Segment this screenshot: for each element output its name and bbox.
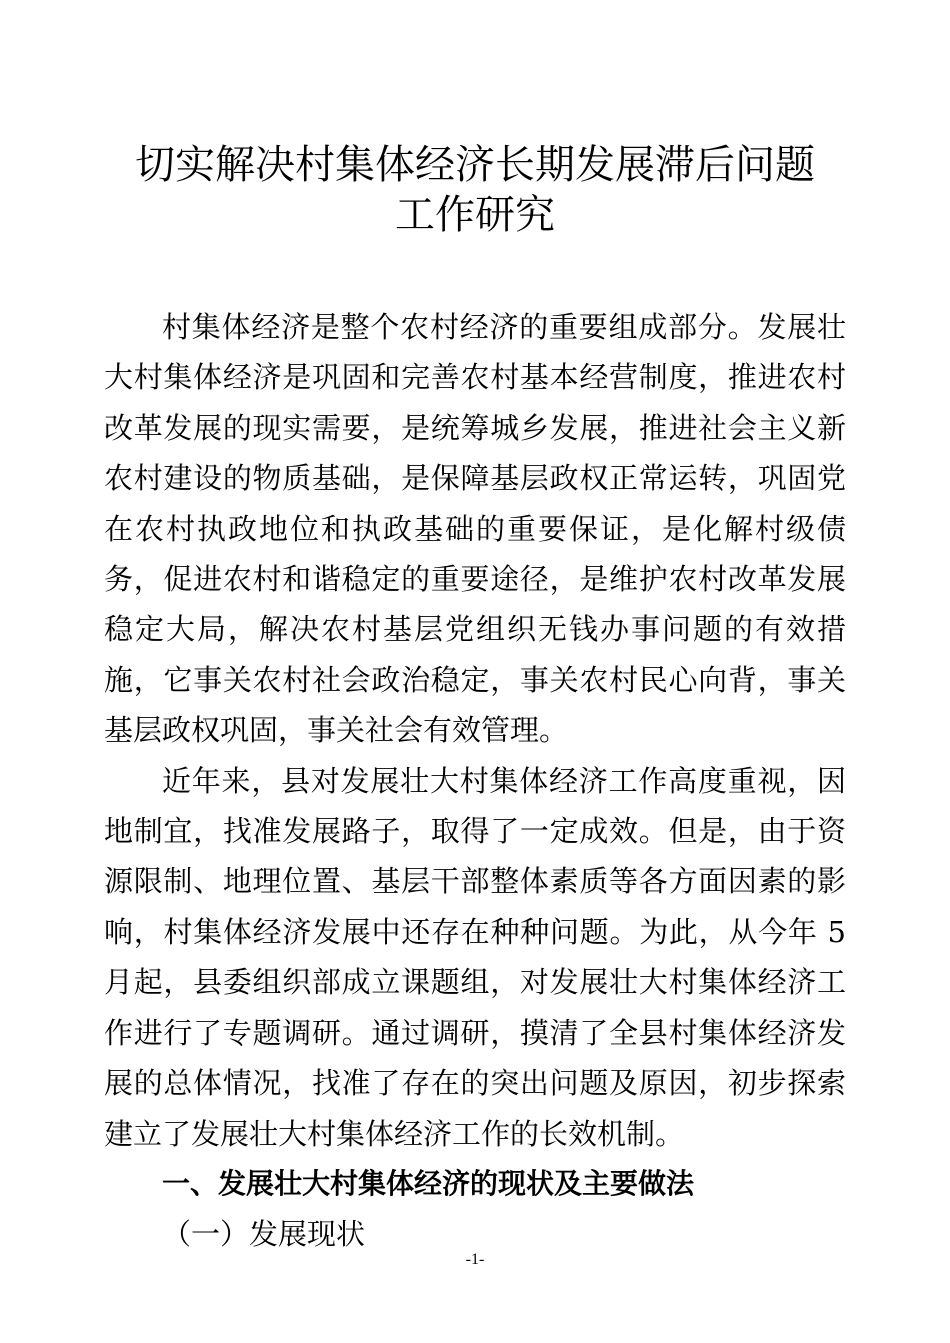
body-paragraph-2: 近年来，县对发展壮大村集体经济工作高度重视，因地制宜，找准发展路子，取得了一定成效。但是，由于资源限制、地理位置、基层干部整体素质等各方面因素的影响，村集体经济发展中还存在种种问题。为此，从今年 5 月起，县委组织部成立课题组，对发展壮大村集体经济工作进行了专题调研。通过调研，摸清了全县村集体经济发展的总体情况，找准了存在的突出问题及原因，初步探索建立了发展壮大村集体经济工作的长效机制。 <box>104 763 846 1151</box>
section-heading-1: 一、发展壮大村集体经济的现状及主要做法 <box>162 1166 695 1200</box>
document-title-line-1: 切实解决村集体经济长期发展滞后问题 <box>135 142 815 188</box>
subsection-heading-1: （一）发展现状 <box>162 1217 366 1252</box>
body-paragraph-1: 村集体经济是整个农村经济的重要组成部分。发展壮大村集体经济是巩固和完善农村基本经营制度，推进农村改革发展的现实需要，是统筹城乡发展，推进社会主义新农村建设的物质基础，是保障基层政权正常运转，巩固党在农村执政地位和执政基础的重要保证，是化解村级债务，促进农村和谐稳定的重要途径，是维护农村改革发展稳定大局，解决农村基层党组织无钱办事问题的有效措施，它事关农村社会政治稳定，事关农村民心向背，事关基层政权巩固，事关社会有效管理。 <box>104 310 846 748</box>
document-title-line-2: 工作研究 <box>395 192 555 238</box>
page-number: -1- <box>465 1251 485 1268</box>
document-body <box>104 302 846 1260</box>
